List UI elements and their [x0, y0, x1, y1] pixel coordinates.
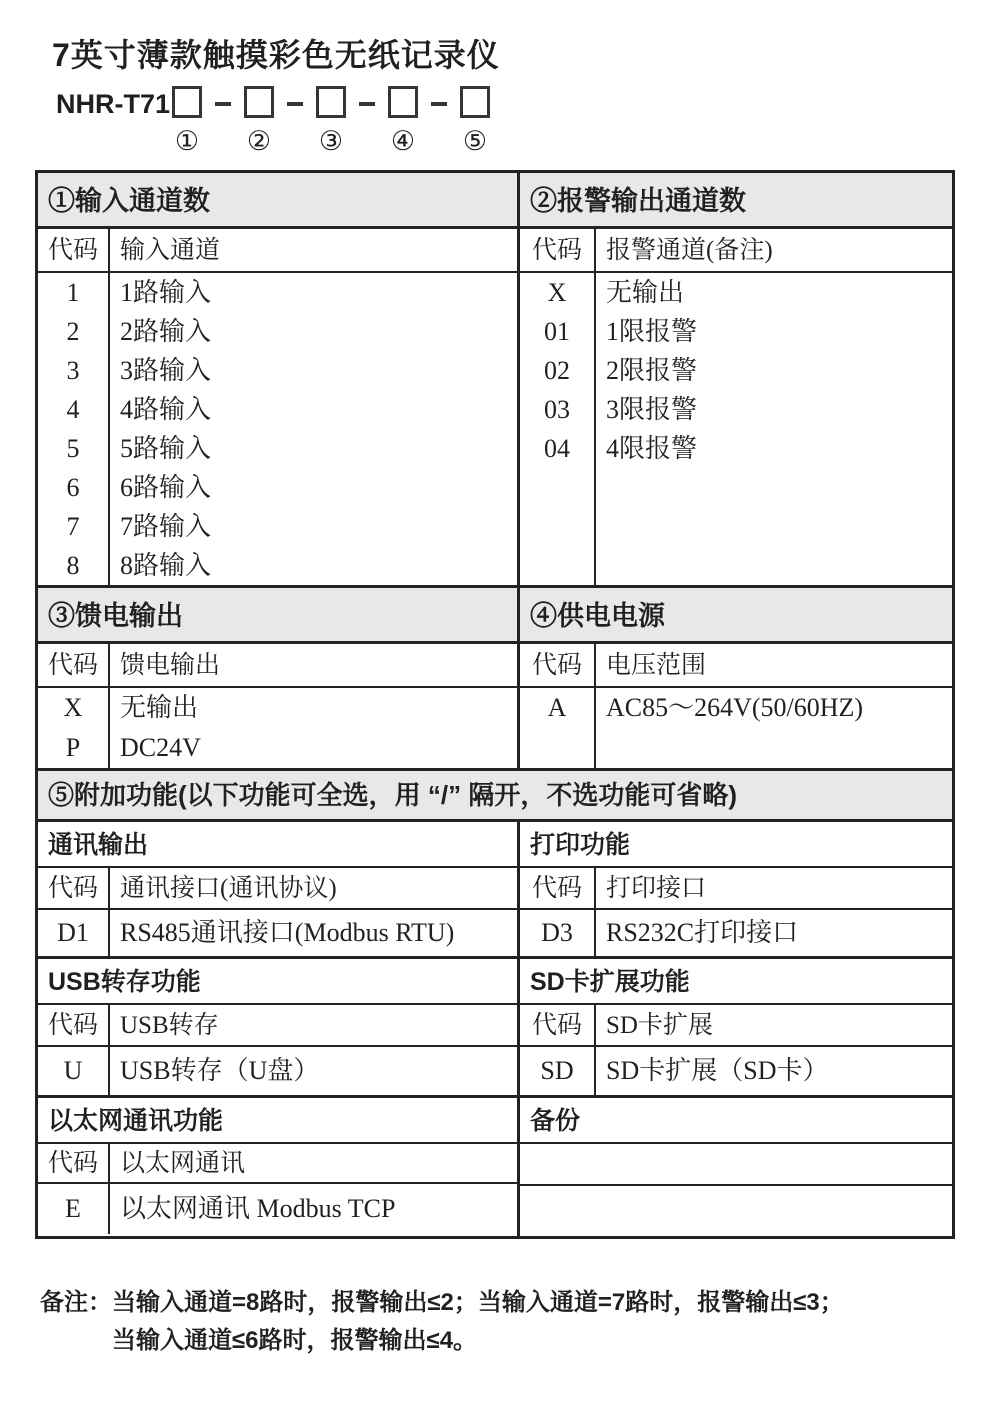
code-value: E — [65, 1194, 81, 1223]
data-rows — [38, 1184, 517, 1234]
code-column — [520, 910, 596, 956]
column-header-row — [38, 1144, 517, 1184]
desc-column — [110, 1047, 517, 1095]
model-code-box-4 — [388, 86, 418, 118]
section-ethernet — [38, 1098, 520, 1236]
desc-value: 2限报警 — [606, 356, 698, 385]
desc-column — [110, 910, 517, 956]
band-power — [38, 585, 952, 768]
code-value: 03 — [544, 395, 570, 424]
desc-column — [110, 273, 517, 585]
desc-column — [596, 910, 952, 956]
desc-value: 2路输入 — [120, 317, 212, 346]
column-header-row — [38, 644, 517, 688]
dash-separator — [420, 86, 458, 122]
data-rows — [520, 1047, 952, 1095]
dash-separator — [204, 86, 242, 122]
code-column — [520, 273, 596, 585]
section-supply-power — [520, 588, 952, 768]
code-value: 4 — [66, 395, 80, 424]
desc-value: 以太网通讯 Modbus TCP — [120, 1194, 396, 1223]
data-rows — [520, 273, 952, 585]
column-header-row — [38, 229, 517, 273]
section-title: ⑤附加功能(以下功能可全选，用 “/” 隔开，不选功能可省略) — [38, 771, 952, 819]
empty-cell — [520, 1144, 952, 1186]
desc-header: USB转存 — [120, 1012, 219, 1039]
note-label: 备注： — [40, 1289, 112, 1316]
desc-value: 4路输入 — [120, 395, 212, 424]
code-column — [520, 1047, 596, 1095]
desc-header: 以太网通讯 — [120, 1150, 246, 1177]
code-value: P — [65, 733, 81, 762]
desc-value: RS232C打印接口 — [606, 918, 799, 947]
desc-value: 无输出 — [606, 278, 685, 307]
desc-column — [110, 688, 517, 768]
code-column — [38, 688, 110, 768]
code-column — [38, 1047, 110, 1095]
code-value: 8 — [66, 551, 80, 580]
code-value: 2 — [66, 317, 80, 346]
desc-header: 电压范围 — [606, 652, 707, 679]
note-line-2: 当输入通道≤6路时，报警输出≤4。 — [112, 1327, 478, 1354]
code-header: 代码 — [38, 229, 110, 271]
desc-column — [110, 1184, 517, 1234]
desc-value: 无输出 — [120, 693, 199, 722]
model-slot-1 — [170, 86, 204, 155]
section-feed-output — [38, 588, 520, 768]
desc-value: 1路输入 — [120, 278, 212, 307]
dash-separator — [276, 86, 314, 122]
desc-column — [596, 1047, 952, 1095]
section-sd-expansion — [520, 959, 952, 1095]
desc-value: DC24V — [120, 733, 201, 762]
section-title: ①输入通道数 — [38, 173, 517, 229]
column-header-row — [520, 868, 952, 910]
section-title: ③馈电输出 — [38, 588, 517, 644]
section-comm-output — [38, 822, 520, 956]
code-value: D3 — [541, 918, 573, 947]
band-usb-sd — [38, 956, 952, 1095]
desc-value: 8路输入 — [120, 551, 212, 580]
page-title: 7英寸薄款触摸彩色无纸记录仪 — [52, 37, 500, 73]
code-header: 代码 — [38, 1144, 110, 1182]
section-usb-transfer — [38, 959, 520, 1095]
code-header: 代码 — [520, 1005, 596, 1045]
data-rows — [38, 1047, 517, 1095]
model-prefix: NHR-T71 — [56, 89, 171, 119]
section-backup — [520, 1098, 952, 1236]
code-header: 代码 — [520, 644, 596, 686]
code-value: 02 — [544, 356, 570, 385]
model-code-box-2 — [244, 86, 274, 118]
subsection-title: SD卡扩展功能 — [520, 959, 952, 1005]
code-header: 代码 — [520, 868, 596, 908]
desc-value: 1限报警 — [606, 317, 698, 346]
desc-value: 3限报警 — [606, 395, 698, 424]
data-rows — [38, 273, 517, 585]
section-title: ④供电电源 — [520, 588, 952, 644]
column-header-row — [38, 1005, 517, 1047]
subsection-title: 以太网通讯功能 — [38, 1098, 517, 1144]
desc-value: 7路输入 — [120, 512, 212, 541]
section-input-channels — [38, 173, 520, 585]
model-code-box-5 — [460, 86, 490, 118]
model-code-box-1 — [172, 86, 202, 118]
code-column — [520, 688, 596, 768]
desc-value: RS485通讯接口(Modbus RTU) — [120, 918, 455, 947]
column-header-row — [520, 1005, 952, 1047]
empty-cell — [520, 1186, 952, 1236]
code-value: D1 — [57, 918, 89, 947]
column-header-row — [38, 868, 517, 910]
desc-column — [596, 688, 952, 768]
code-value: 5 — [66, 434, 80, 463]
code-value: 01 — [544, 317, 570, 346]
desc-value: SD卡扩展（SD卡） — [606, 1056, 829, 1085]
subsection-title: USB转存功能 — [38, 959, 517, 1005]
section-alarm-channels — [520, 173, 952, 585]
section-print-function — [520, 822, 952, 956]
desc-value: AC85～264V(50/60HZ) — [606, 693, 864, 722]
code-value: 1 — [66, 278, 80, 307]
desc-header: 通讯接口(通讯协议) — [120, 875, 337, 902]
code-column — [38, 273, 110, 585]
desc-header: SD卡扩展 — [606, 1012, 713, 1039]
note-line-1: 当输入通道=8路时，报警输出≤2；当输入通道=7路时，报警输出≤3； — [112, 1289, 844, 1316]
section-title: ②报警输出通道数 — [520, 173, 952, 229]
band-input-alarm — [38, 173, 952, 585]
desc-value: 4限报警 — [606, 434, 698, 463]
desc-header: 报警通道(备注) — [606, 237, 773, 264]
desc-header: 输入通道 — [120, 237, 221, 264]
column-header-row — [520, 644, 952, 688]
desc-value: 6路输入 — [120, 473, 212, 502]
band-additional-functions — [38, 768, 952, 819]
note-lines — [112, 1284, 844, 1360]
band-ethernet-backup — [38, 1095, 952, 1236]
code-value: 04 — [544, 434, 570, 463]
position-label-1: ① — [174, 126, 200, 156]
code-header: 代码 — [38, 1005, 110, 1045]
position-label-5: ⑤ — [462, 126, 488, 156]
data-rows — [38, 688, 517, 768]
model-slot-2 — [242, 86, 276, 155]
code-column — [38, 910, 110, 956]
desc-column — [596, 273, 952, 585]
band-comm-print — [38, 819, 952, 956]
dash-separator — [348, 86, 386, 122]
code-value: 7 — [66, 512, 80, 541]
column-header-row — [520, 229, 952, 273]
code-value: 3 — [66, 356, 80, 385]
desc-header: 馈电输出 — [120, 652, 221, 679]
data-rows — [520, 910, 952, 956]
code-value: X — [547, 278, 567, 307]
code-value: 6 — [66, 473, 80, 502]
subsection-title: 备份 — [520, 1098, 952, 1144]
footer-note — [40, 1284, 844, 1360]
desc-value: USB转存（U盘） — [120, 1056, 320, 1085]
subsection-title: 打印功能 — [520, 822, 952, 868]
position-label-4: ④ — [390, 126, 416, 156]
code-header: 代码 — [38, 644, 110, 686]
model-code — [56, 86, 492, 155]
code-value: A — [547, 693, 567, 722]
code-value: X — [63, 693, 83, 722]
subsection-title: 通讯输出 — [38, 822, 517, 868]
code-header: 代码 — [38, 868, 110, 908]
model-code-box-3 — [316, 86, 346, 118]
data-rows — [520, 688, 952, 768]
position-label-2: ② — [246, 126, 272, 156]
code-header: 代码 — [520, 229, 596, 271]
desc-value: 5路输入 — [120, 434, 212, 463]
position-label-3: ③ — [318, 126, 344, 156]
model-slot-3 — [314, 86, 348, 155]
model-slot-5 — [458, 86, 492, 155]
data-rows — [38, 910, 517, 956]
desc-value: 3路输入 — [120, 356, 212, 385]
ordering-selection-table — [35, 170, 955, 1239]
code-value: SD — [540, 1056, 574, 1085]
code-column — [38, 1184, 110, 1234]
code-value: U — [63, 1056, 83, 1085]
desc-header: 打印接口 — [606, 875, 707, 902]
model-slot-4 — [386, 86, 420, 155]
